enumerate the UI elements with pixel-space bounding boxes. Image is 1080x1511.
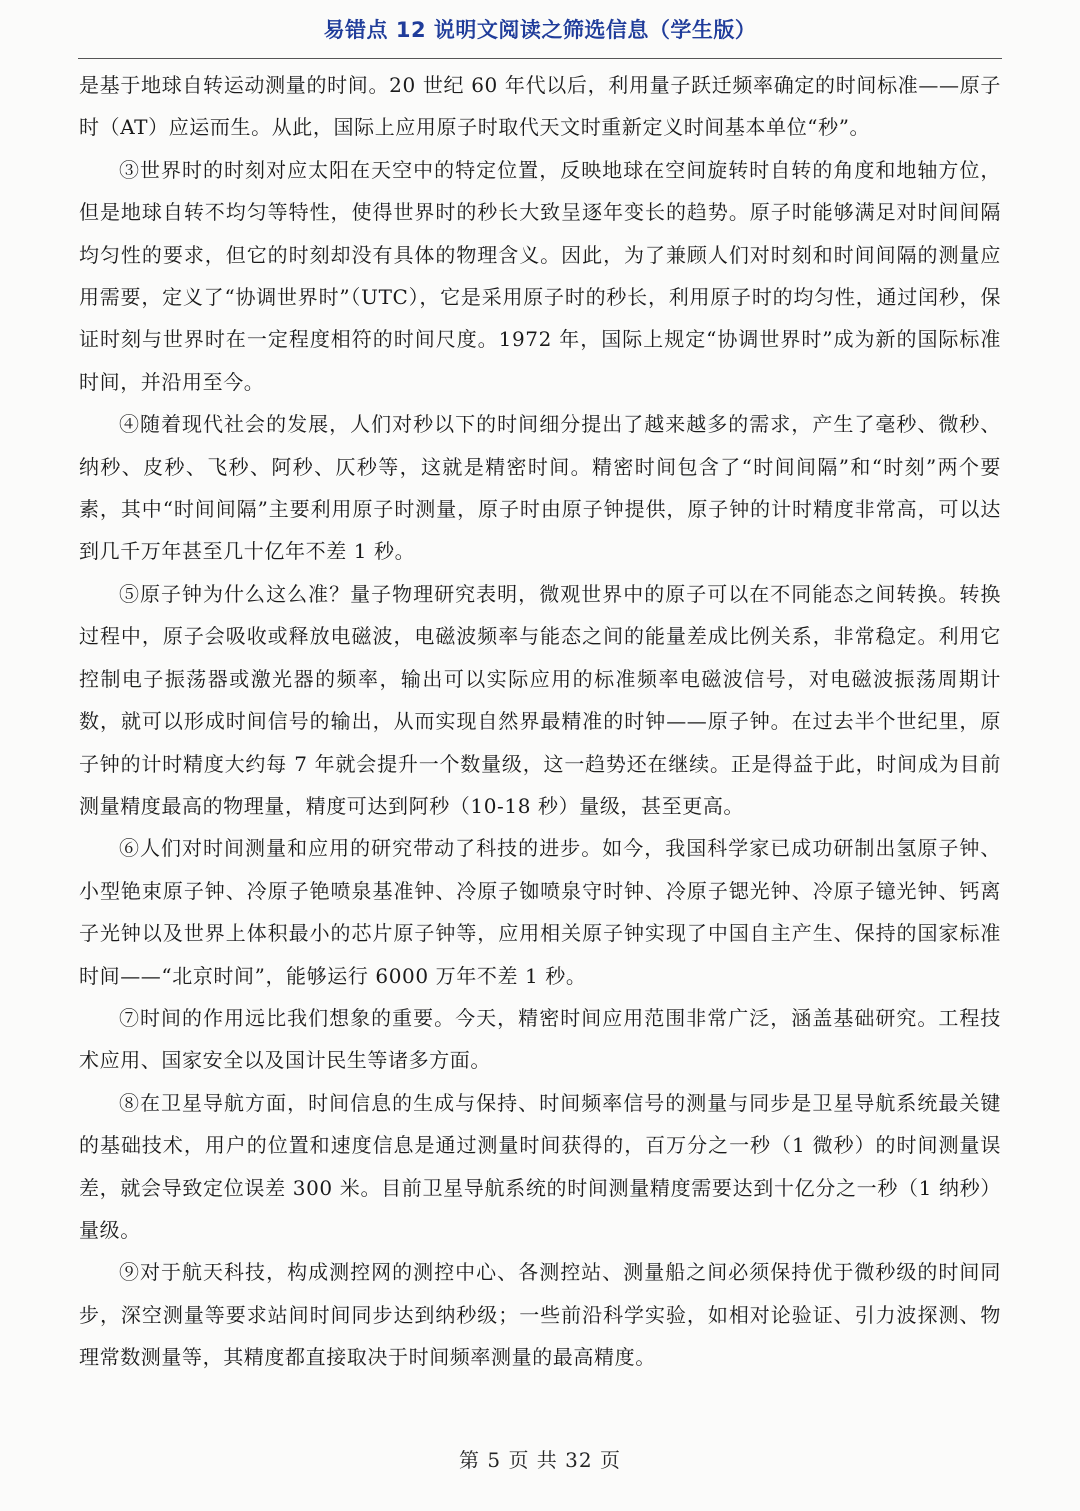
paragraph-continued: 是基于地球自转运动测量的时间。20 世纪 60 年代以后，利用量子跃迁频率确定的时间标准——原子时（AT）应运而生。从此，国际上应用原子时取代天文时重新定义时间基本单位“秒”。 bbox=[79, 73, 1001, 140]
paragraph-9: ⑨对于航天科技，构成测控网的测控中心、各测控站、测量船之间必须保持优于微秒级的时间同步，深空测量等要求站间时间同步达到纳秒级；一些前沿科学实验，如相对论验证、引力波探测、物理常数测量等，其精度都直接取决于时间频率测量的最高精度。 bbox=[79, 1260, 1001, 1370]
document-header-title: 易错点 12 说明文阅读之筛选信息（学生版） bbox=[323, 18, 757, 42]
page-number: 第 5 页 共 32 页 bbox=[459, 1448, 621, 1472]
paragraph-5: ⑤原子钟为什么这么准？量子物理研究表明，微观世界中的原子可以在不同能态之间转换。转换过程中，原子会吸收或释放电磁波，电磁波频率与能态之间的能量差成比例关系，非常稳定。利用它控制电子振荡器或激光器的频率，输出可以实际应用的标准频率电磁波信号，对电磁波振荡周期计数，就可以形成时间信号的输出，从而实现自然界最精准的时钟——原子钟。在过去半个世纪里，原子钟的计时精度大约每 7 年就会提升一个数量级，这一趋势还在继续。正是得益于此，时间成为目前测量精度最高的物理量，精度可达到阿秒（10-18 秒）量级，甚至更高。 bbox=[79, 581, 1001, 818]
paragraph-4: ④随着现代社会的发展，人们对秒以下的时间细分提出了越来越多的需求，产生了毫秒、微秒、纳秒、皮秒、飞秒、阿秒、仄秒等，这就是精密时间。精密时间包含了“时间间隔”和“时刻”两个要素，其中“时间间隔”主要利用原子时测量，原子时由原子钟提供，原子钟的计时精度非常高，可以达到几千万年甚至几十亿年不差 1 秒。 bbox=[79, 412, 1001, 564]
paragraph-3: ③世界时的时刻对应太阳在天空中的特定位置，反映地球在空间旋转时自转的角度和地轴方位，但是地球自转不均匀等特性，使得世界时的秒长大致呈逐年变长的趋势。原子时能够满足对时间间隔均匀性的要求，但它的时刻却没有具体的物理含义。因此，为了兼顾人们对时刻和时间间隔的测量应用需要，定义了“协调世界时”（UTC），它是采用原子时的秒长，利用原子时的均匀性，通过闰秒，保证时刻与世界时在一定程度相符的时间尺度。1972 年，国际上规定“协调世界时”成为新的国际标准时间，并沿用至今。 bbox=[79, 157, 1001, 394]
header-divider bbox=[78, 58, 1002, 59]
paragraph-8: ⑧在卫星导航方面，时间信息的生成与保持、时间频率信号的测量与同步是卫星导航系统最关键的基础技术，用户的位置和速度信息是通过测量时间获得的，百万分之一秒（1 微秒）的时间测量误差，就会导致定位误差 300 米。目前卫星导航系统的时间测量精度需要达到十亿分之一秒（1 纳秒）量级。 bbox=[79, 1090, 1001, 1242]
paragraph-7: ⑦时间的作用远比我们想象的重要。今天，精密时间应用范围非常广泛，涵盖基础研究。工程技术应用、国家安全以及国计民生等诸多方面。 bbox=[79, 1005, 1001, 1073]
article-body bbox=[79, 64, 1001, 1379]
paragraph-6: ⑥人们对时间测量和应用的研究带动了科技的进步。如今，我国科学家已成功研制出氢原子钟、小型铯束原子钟、冷原子铯喷泉基准钟、冷原子铷喷泉守时钟、冷原子锶光钟、冷原子镱光钟、钙离子光钟以及世界上体积最小的芯片原子钟等，应用相关原子钟实现了中国自主产生、保持的国家标准时间——“北京时间”，能够运行 6000 万年不差 1 秒。 bbox=[79, 836, 1001, 988]
